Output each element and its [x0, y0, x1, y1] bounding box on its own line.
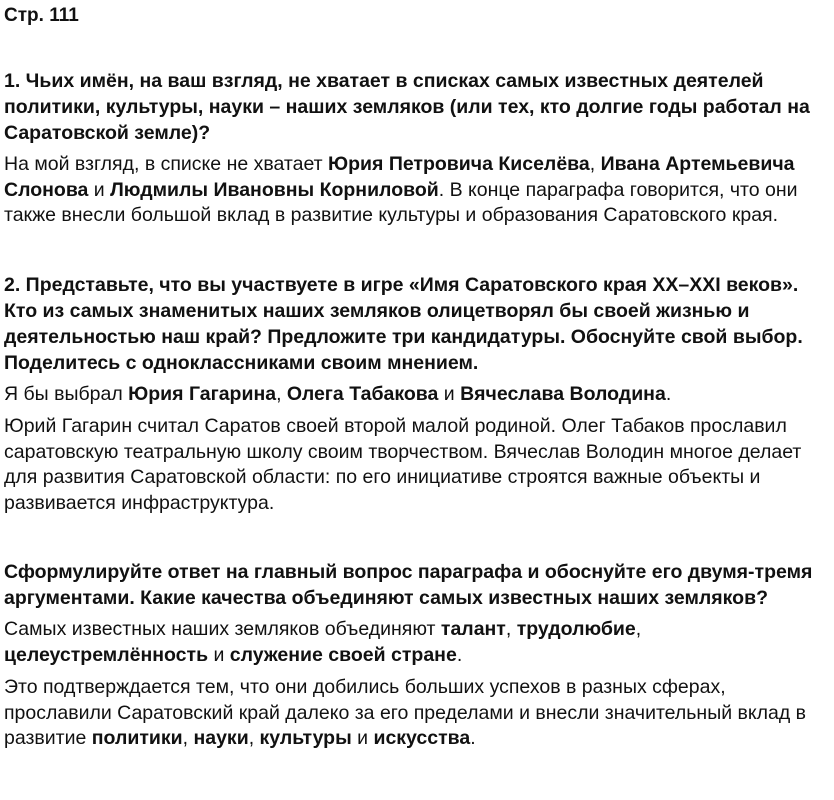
- answer-3b-text-1: Это подтверждается тем, что они добились больших успехов в разных сферах, прославили Саратовский край далеко за его пределами и внесли значительный вклад в развитие: [4, 676, 807, 749]
- answer-1-text-3: и: [88, 178, 111, 201]
- answer-1-name-kornilova: Людмилы Ивановны Корниловой: [110, 178, 439, 201]
- answer-3b-text-4: и: [351, 727, 374, 749]
- answer-3b-text-2: ,: [182, 727, 194, 749]
- answer-3b-field-politics: политики: [91, 727, 183, 749]
- question-3: Сформулируйте ответ на главный вопрос параграфа и обоснуйте его двумя-тремя аргументами. Какие качества объединяют самых известных наших земляков?: [4, 561, 813, 609]
- answer-2-name-gagarin: Юрия Гагарина: [128, 382, 277, 405]
- answer-1-paragraph: [4, 152, 830, 229]
- answer-1-name-slonov: Ивана Артемьевича Слонова: [4, 153, 795, 201]
- answer-2-text-1: Я бы выбрал: [4, 382, 129, 405]
- document-page: [4, 0, 830, 759]
- section-gap: [4, 523, 830, 559]
- answer-3b-field-art: искусства: [373, 727, 471, 749]
- answer-2-text-3: и: [438, 382, 461, 405]
- answer-2-text-4: .: [665, 382, 672, 405]
- page-number: Стр. 111: [4, 5, 79, 26]
- answer-3-text-1: Самых известных наших земляков объединяют: [4, 618, 441, 640]
- question-2: 2. Представьте, что вы участвуете в игре «Имя Саратовского края XX–XXI веков». Кто из самых знаменитых наших земляков олицетворял бы своей жизнью и деятельностью наш край? Предложите три кандидатуры. Обоснуйте свой выбор. Поделитесь с одноклассниками своим мнением.: [4, 273, 803, 374]
- answer-3-paragraph-1: [4, 617, 830, 668]
- answer-1-text-1: На мой взгляд, в списке не хватает: [4, 153, 329, 175]
- answer-2-name-volodin: Вячеслава Володина: [460, 382, 666, 405]
- answer-2-paragraph-2: Юрий Гагарин считал Саратов своей второй малой родиной. Олег Табаков прославил саратовскую театральную школу своим творчеством. Вячеслав Володин многое делает для развития Саратовской области: по его инициативе строятся важные объекты и развивается инфраструктура.: [4, 415, 802, 514]
- answer-3-quality-service: служение своей стране: [229, 643, 457, 666]
- answer-2-text-2: ,: [276, 382, 287, 405]
- answer-1-text-2: ,: [589, 153, 601, 175]
- answer-3b-field-science: науки: [193, 727, 249, 749]
- answer-3-quality-diligence: трудолюбие: [516, 618, 636, 640]
- answer-3b-text-5: .: [470, 727, 476, 749]
- answer-3-quality-purposefulness: целеустремлённость: [4, 643, 209, 666]
- answer-3-text-5: .: [456, 643, 463, 666]
- question-1: 1. Чьих имён, на ваш взгляд, не хватает в списках самых известных деятелей политики, культуры, науки – наших земляков (или тех, кто долгие годы работал на Саратовской земле)?: [4, 70, 810, 144]
- answer-3-paragraph-2: [4, 675, 830, 752]
- section-gap: [4, 236, 830, 272]
- answer-3-text-3: ,: [635, 618, 642, 640]
- answer-3-text-4: и: [208, 643, 230, 666]
- answer-3-quality-talent: талант: [440, 618, 506, 640]
- answer-2-paragraph-1: [4, 382, 830, 408]
- answer-2-name-tabakov: Олега Табакова: [286, 382, 439, 405]
- answer-1-text-4: . В конце параграфа говорится, что они также внесли большой вклад в развитие культуры и образования Саратовского края.: [4, 178, 798, 226]
- answer-3b-text-3: ,: [248, 727, 260, 749]
- answer-3b-field-culture: культуры: [259, 727, 352, 749]
- answer-3-text-2: ,: [505, 618, 517, 640]
- answer-1-name-kiselev: Юрия Петровича Киселёва: [328, 153, 590, 175]
